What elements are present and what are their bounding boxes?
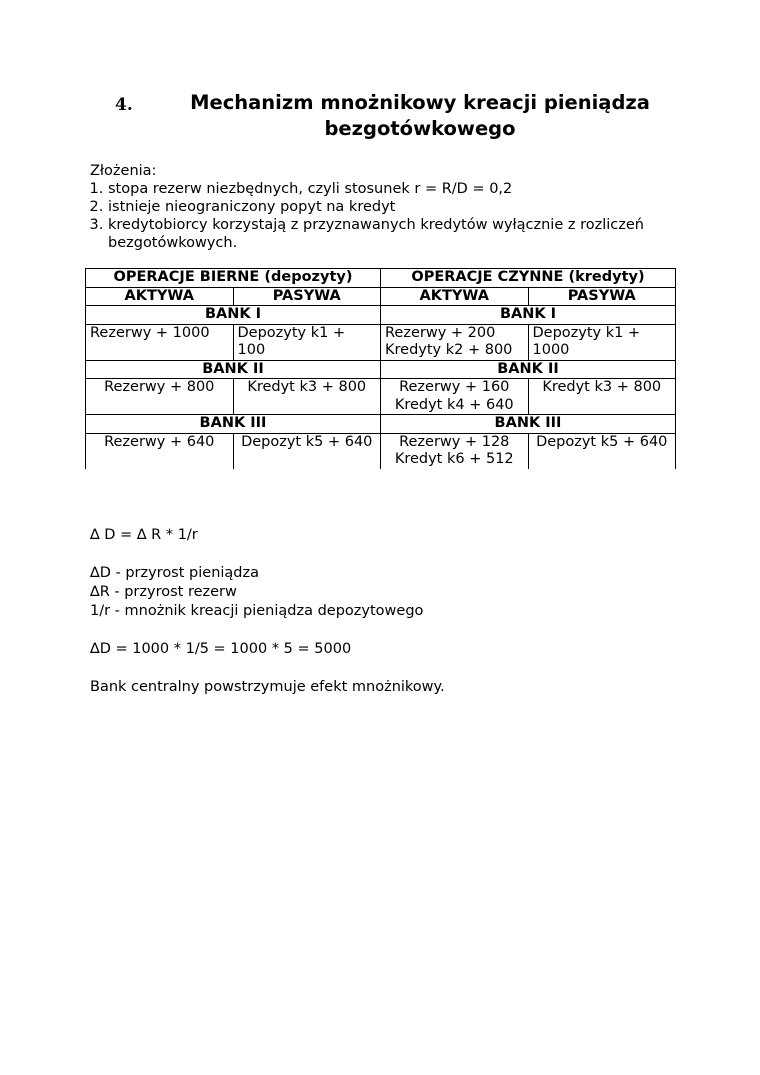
calculation-line: ∆D = 1000 * 1/5 = 1000 * 5 = 5000 bbox=[90, 641, 352, 657]
group-header-passive: OPERACJE BIERNE (depozyty) bbox=[86, 269, 381, 288]
cell-line: Rezerwy + 160 bbox=[399, 379, 510, 395]
bank-label: BANK II bbox=[381, 360, 676, 379]
bank-label-row bbox=[86, 360, 676, 379]
cell-line: Kredyt k3 + 800 bbox=[542, 379, 662, 395]
list-item: 1. stopa rezerw niezbędnych, czyli stosunek r = R/D = 0,2 bbox=[108, 180, 690, 198]
formulas-block bbox=[90, 526, 690, 697]
sub-header-row bbox=[86, 287, 676, 306]
table-cell bbox=[381, 433, 529, 469]
table-cell bbox=[528, 433, 676, 469]
column-header: AKTYWA bbox=[86, 287, 234, 306]
column-header: PASYWA bbox=[233, 287, 381, 306]
bank-label: BANK II bbox=[86, 360, 381, 379]
section-title: Mechanizm mnożnikowy kreacji pieniądza bezgotówkowego bbox=[190, 91, 650, 140]
group-header-active: OPERACJE CZYNNE (kredyty) bbox=[381, 269, 676, 288]
table-cell bbox=[86, 379, 234, 415]
table-cell bbox=[233, 433, 381, 469]
cell-line: Kredyt k3 + 800 bbox=[247, 379, 367, 395]
page-title bbox=[90, 90, 690, 142]
cell-line: Kredyty k2 + 800 bbox=[385, 342, 513, 358]
cell-line: Rezerwy + 640 bbox=[104, 433, 215, 450]
column-header: AKTYWA bbox=[381, 287, 529, 306]
cell-line: Depozyt k5 + 640 bbox=[241, 433, 373, 450]
table-cell bbox=[86, 324, 234, 360]
legend-line: ∆D - przyrost pieniądza bbox=[90, 565, 259, 581]
cell-line: Depozyty k1 + 100 bbox=[237, 324, 346, 358]
table-row bbox=[86, 324, 676, 360]
cell-line: Rezerwy + 1000 bbox=[90, 324, 210, 341]
group-header-row bbox=[86, 269, 676, 288]
table-row bbox=[86, 379, 676, 415]
cell-line: Rezerwy + 200 bbox=[385, 324, 496, 341]
section-number: 4. bbox=[115, 95, 133, 115]
operations-table bbox=[85, 268, 676, 469]
table-cell bbox=[233, 379, 381, 415]
bank-label: BANK III bbox=[381, 415, 676, 434]
bank-label: BANK I bbox=[86, 306, 381, 325]
cell-line: Rezerwy + 128 bbox=[399, 433, 510, 450]
table-cell bbox=[86, 433, 234, 469]
assumptions-label: Złożenia: bbox=[90, 163, 157, 179]
bank-label-row bbox=[86, 306, 676, 325]
column-header: PASYWA bbox=[528, 287, 676, 306]
list-item: 3. kredytobiorcy korzystają z przyznawanych kredytów wyłącznie z rozliczeń bezgotówkowych. bbox=[108, 216, 690, 252]
table-cell bbox=[528, 379, 676, 415]
assumptions-list bbox=[90, 180, 690, 252]
multiplier-formula: ∆ D = ∆ R * 1/r bbox=[90, 527, 198, 543]
cell-line: Depozyty k1 + 1000 bbox=[532, 324, 641, 358]
cell-line: Depozyt k5 + 640 bbox=[536, 433, 668, 450]
cell-line: Kredyt k4 + 640 bbox=[394, 396, 514, 413]
bank-label: BANK III bbox=[86, 415, 381, 434]
legend-line: 1/r - mnożnik kreacji pieniądza depozytowego bbox=[90, 603, 424, 619]
table-cell bbox=[381, 379, 529, 415]
table-cell bbox=[381, 324, 529, 360]
assumptions-block bbox=[90, 162, 690, 252]
bank-label: BANK I bbox=[381, 306, 676, 325]
table-cell bbox=[528, 324, 676, 360]
table-row bbox=[86, 433, 676, 469]
table-cell bbox=[233, 324, 381, 360]
bank-label-row bbox=[86, 415, 676, 434]
note-line: Bank centralny powstrzymuje efekt mnożnikowy. bbox=[90, 679, 445, 695]
cell-line: Kredyt k6 + 512 bbox=[394, 451, 514, 467]
legend-line: ∆R - przyrost rezerw bbox=[90, 584, 237, 600]
cell-line: Rezerwy + 800 bbox=[104, 379, 215, 395]
list-item: 2. istnieje nieograniczony popyt na kredyt bbox=[108, 198, 690, 216]
